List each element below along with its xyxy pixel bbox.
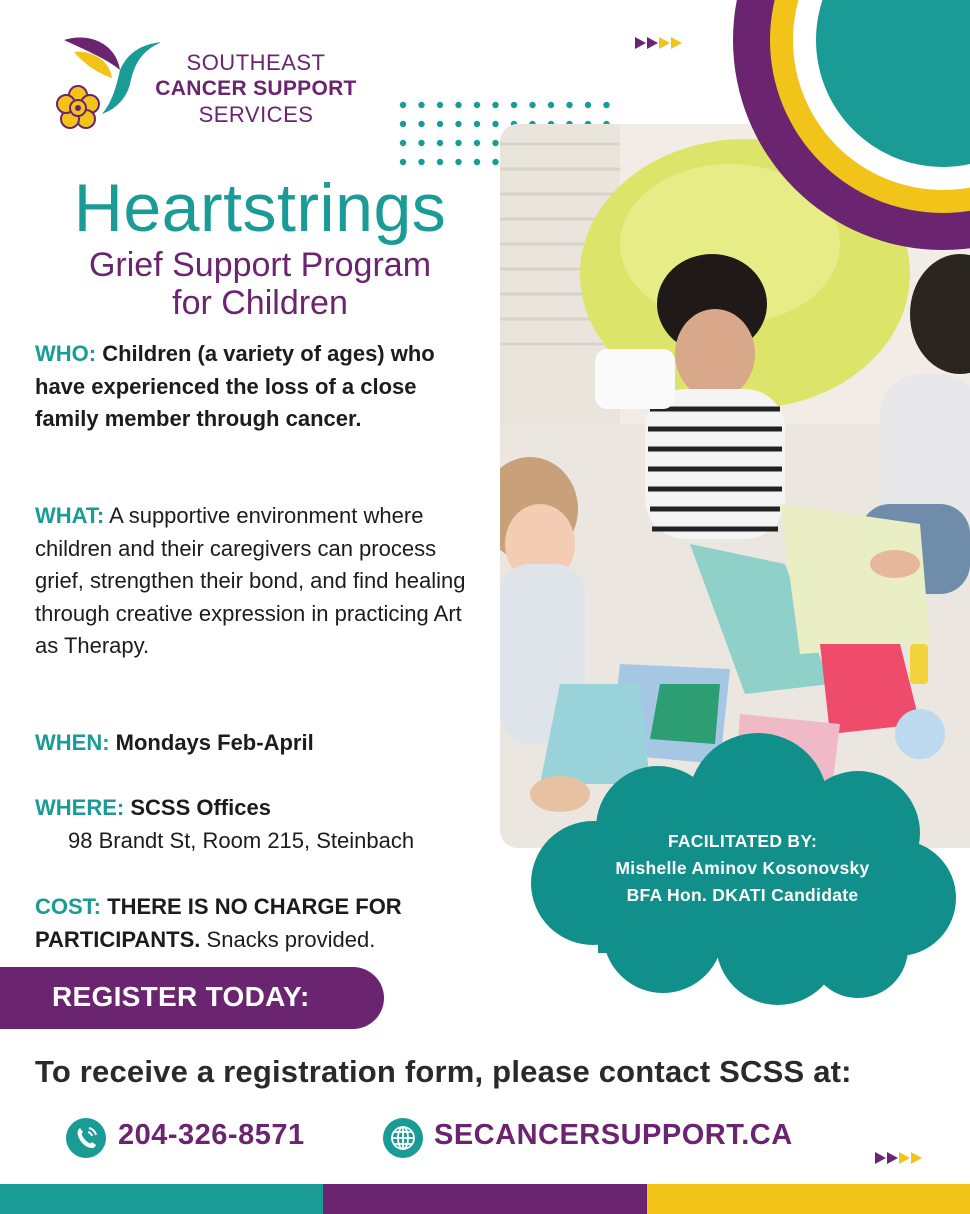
org-name-line3: SERVICES (198, 102, 314, 127)
where-label: WHERE: (35, 795, 125, 820)
facilitator-text (570, 828, 915, 909)
register-banner[interactable] (0, 967, 384, 1029)
program-title: Heartstrings (73, 170, 447, 246)
org-name-line2: CANCER SUPPORT (155, 77, 357, 100)
facilitator-heading: FACILITATED BY: (667, 831, 818, 851)
register-label: REGISTER TODAY: (52, 981, 310, 1012)
subtitle-line1: Grief Support Program (88, 246, 432, 284)
where-address: 98 Brandt St, Room 215, Steinbach (68, 828, 415, 853)
contact-prompt: To receive a registration form, please contact SCSS at: (35, 1054, 852, 1089)
when-section (35, 727, 475, 760)
globe-icon (383, 1118, 423, 1158)
what-text: A supportive environment where children and their caregivers can process grief, strengthen their bond, and find healing through creative expression in practicing Art as Therapy. (35, 503, 466, 658)
what-label: WHAT: (35, 503, 105, 528)
who-text: Children (a variety of ages) who have experienced the loss of a close family member through cancer. (35, 341, 435, 431)
what-section (35, 500, 475, 663)
cost-label: COST: (35, 894, 101, 919)
facilitator-name: Mishelle Aminov Kosonovsky (615, 858, 870, 878)
hummingbird-flower-icon (50, 30, 160, 140)
phone-icon (66, 1118, 106, 1158)
who-label: WHO: (35, 341, 97, 366)
phone-number[interactable]: 204-326-8571 (118, 1119, 305, 1151)
org-logo (50, 30, 380, 140)
footer-color-bar (0, 1184, 970, 1214)
org-name-line1: SOUTHEAST (186, 50, 326, 75)
program-subtitle (20, 246, 500, 322)
facilitator-credentials: BFA Hon. DKATI Candidate (626, 885, 859, 905)
cost-text: Snacks provided. (206, 926, 376, 952)
triangle-arrows-icon (875, 1152, 922, 1164)
cost-section (35, 891, 455, 956)
when-text: Mondays Feb-April (115, 730, 314, 755)
who-section (35, 338, 475, 436)
decorative-rings (733, 0, 970, 250)
where-section (35, 792, 475, 825)
cost-text-bold: THERE IS NO CHARGE FOR PARTICIPANTS. (35, 894, 402, 952)
when-label: WHEN: (35, 730, 110, 755)
website-link[interactable]: SECANCERSUPPORT.CA (434, 1119, 793, 1151)
where-text: SCSS Offices (130, 795, 271, 820)
subtitle-line2: for Children (172, 284, 348, 322)
triangle-arrows-icon (635, 37, 682, 49)
org-name (146, 50, 366, 128)
